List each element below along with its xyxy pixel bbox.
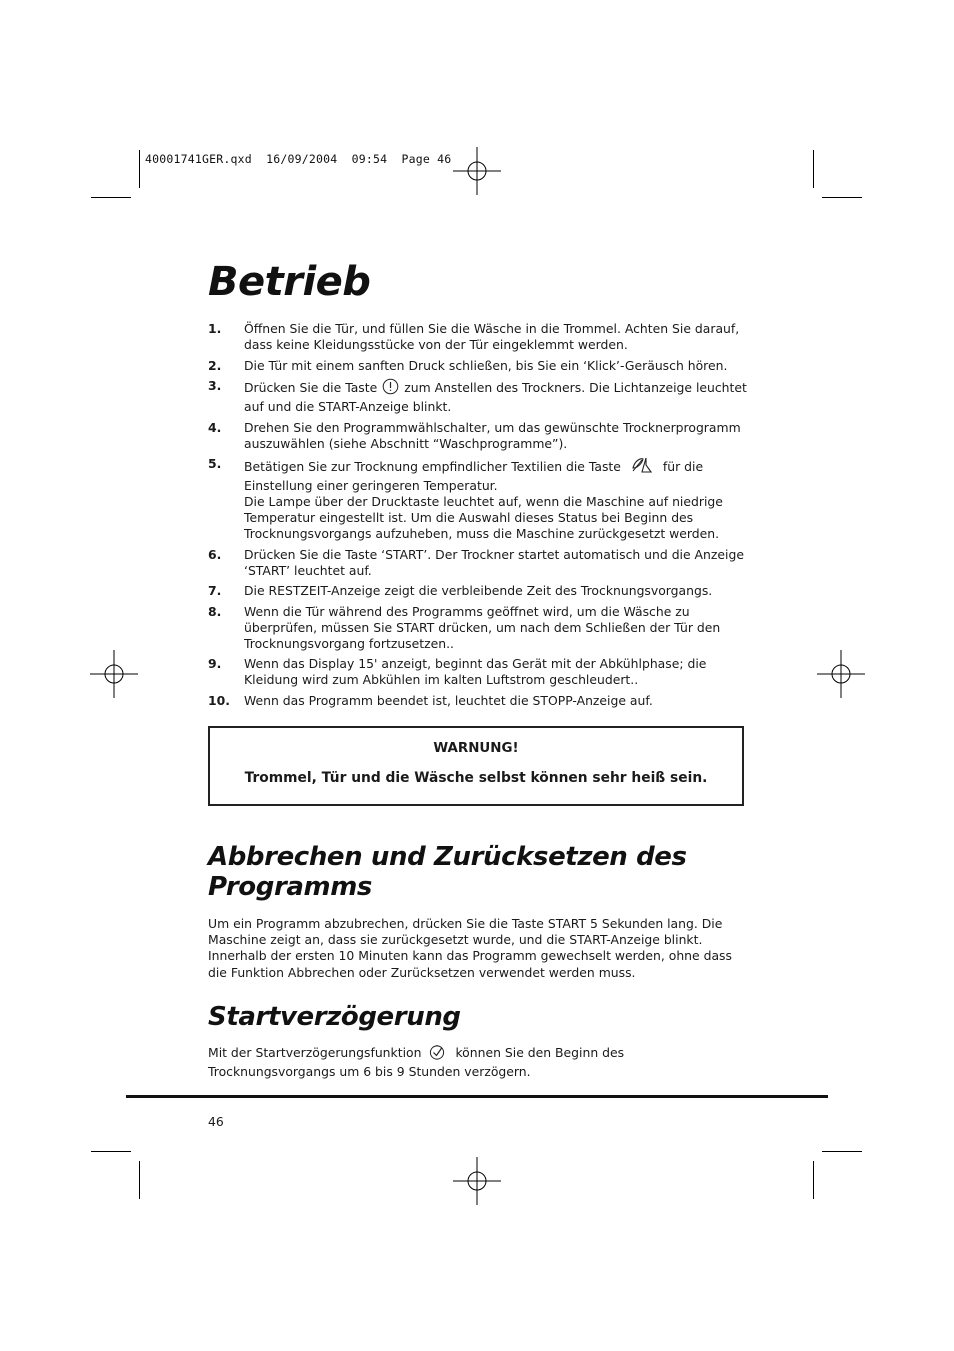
list-item xyxy=(208,358,748,374)
step-number: 1. xyxy=(208,321,222,336)
delay-clock-icon xyxy=(429,1044,447,1064)
cancel-paragraph: Um ein Programm abzubrechen, drücken Sie die Taste START 5 Sekunden lang. Die Maschine zeigt an, dass sie zurückgesetzt wurde, und die START-Anzeige blinkt. Innerhalb der ersten 10 Minuten kann das Programm gewechselt werden, ohne dass die Funktion Abbrechen oder Zurücksetzen verwendet werden muss. xyxy=(208,916,732,980)
step-number: 7. xyxy=(208,583,222,598)
crop-mark xyxy=(91,197,131,198)
list-item xyxy=(208,547,748,579)
steps-list xyxy=(208,321,748,713)
print-slug: 40001741GER.qxd 16/09/2004 09:54 Page 46 xyxy=(145,152,452,166)
delicate-icon xyxy=(631,456,653,478)
step-number: 10. xyxy=(208,692,230,708)
crop-mark xyxy=(822,1151,862,1152)
crop-mark xyxy=(813,1161,814,1199)
crop-mark xyxy=(91,1151,131,1152)
step-text: Wenn das Programm beendet ist, leuchtet die STOPP-Anzeige auf. xyxy=(244,692,653,708)
delay-paragraph: Mit der Startverzögerungsfunktion können Sie den Beginn des Trocknungsvorgangs um 6 bis 9 Stunden verzögern. xyxy=(208,1045,625,1080)
section-heading-delay: Startverzögerung xyxy=(208,1002,461,1032)
power-icon xyxy=(382,378,399,399)
step-number: 5. xyxy=(208,456,222,471)
list-item xyxy=(208,604,748,652)
list-item xyxy=(208,321,748,353)
step-number: 9. xyxy=(208,656,222,671)
step-text: Die RESTZEIT-Anzeige zeigt die verbleibende Zeit des Trocknungsvorgangs. xyxy=(244,583,713,598)
registration-mark-icon xyxy=(453,1157,501,1205)
step-text: Die Tür mit einem sanften Druck schließen, bis Sie ein ‘Klick’-Geräusch hören. xyxy=(244,357,728,373)
crop-mark xyxy=(822,197,862,198)
list-item xyxy=(208,656,748,688)
step-text: Drücken Sie die Taste ‘START’. Der Trockner startet automatisch und die Anzeige ‘START’ leuchtet auf. xyxy=(244,546,744,578)
footer-rule xyxy=(126,1095,828,1098)
step-text: Wenn das Display 15' anzeigt, beginnt das Gerät mit der Abkühlphase; die Kleidung wird zum Abkühlen im kalten Luftstrom geschleudert.. xyxy=(244,656,707,687)
warning-box xyxy=(208,726,744,806)
list-item xyxy=(208,378,748,415)
crop-mark xyxy=(813,150,814,188)
step-number: 2. xyxy=(208,357,222,373)
registration-mark-icon xyxy=(817,650,865,698)
step-number: 8. xyxy=(208,603,222,619)
step-text: Betätigen Sie zur Trocknung empfindlicher Textilien die Taste für die Einstellung einer geringeren Temperatur. xyxy=(244,456,748,494)
registration-mark-icon xyxy=(453,147,501,195)
page-number: 46 xyxy=(208,1114,224,1129)
crop-mark xyxy=(139,1161,140,1199)
step-number: 6. xyxy=(208,546,222,562)
page-title: Betrieb xyxy=(208,259,371,305)
list-item xyxy=(208,456,748,542)
step-text: Die Lampe über der Drucktaste leuchtet auf, wenn die Maschine auf niedrige Temperatur eingestellt ist. Um die Auswahl dieses Status bei Beginn des Trocknungsvorgangs aufzuheben, muss die Maschine zurückgesetzt werden. xyxy=(244,494,723,541)
step-number: 3. xyxy=(208,378,222,393)
warning-heading: WARNUNG! xyxy=(433,741,519,756)
crop-mark xyxy=(139,150,140,188)
list-item xyxy=(208,420,748,452)
step-text: Drücken Sie die Taste zum Anstellen des Trockners. Die Lichtanzeige leuchtet auf und die START-Anzeige blinkt. xyxy=(244,380,747,414)
list-item xyxy=(208,583,748,599)
list-item xyxy=(208,693,748,709)
step-number: 4. xyxy=(208,419,222,435)
step-text: Drehen Sie den Programmwählschalter, um das gewünschte Trocknerprogramm auszuwählen (siehe Abschnitt “Waschprogramme”). xyxy=(244,419,741,451)
registration-mark-icon xyxy=(90,650,138,698)
step-text: Öffnen Sie die Tür, und füllen Sie die Wäsche in die Trommel. Achten Sie darauf, dass keine Kleidungsstücke von der Tür eingeklemmt werden. xyxy=(244,321,740,352)
section-heading-cancel: Abbrechen und Zurücksetzen des Programms xyxy=(208,842,687,902)
step-text: Wenn die Tür während des Programms geöffnet wird, um die Wäsche zu überprüfen, müssen Sie START drücken, um nach dem Schließen der Tür den Trocknungsvorgang fortzusetzen.. xyxy=(244,603,721,651)
warning-text: Trommel, Tür und die Wäsche selbst können sehr heiß sein. xyxy=(244,770,708,786)
